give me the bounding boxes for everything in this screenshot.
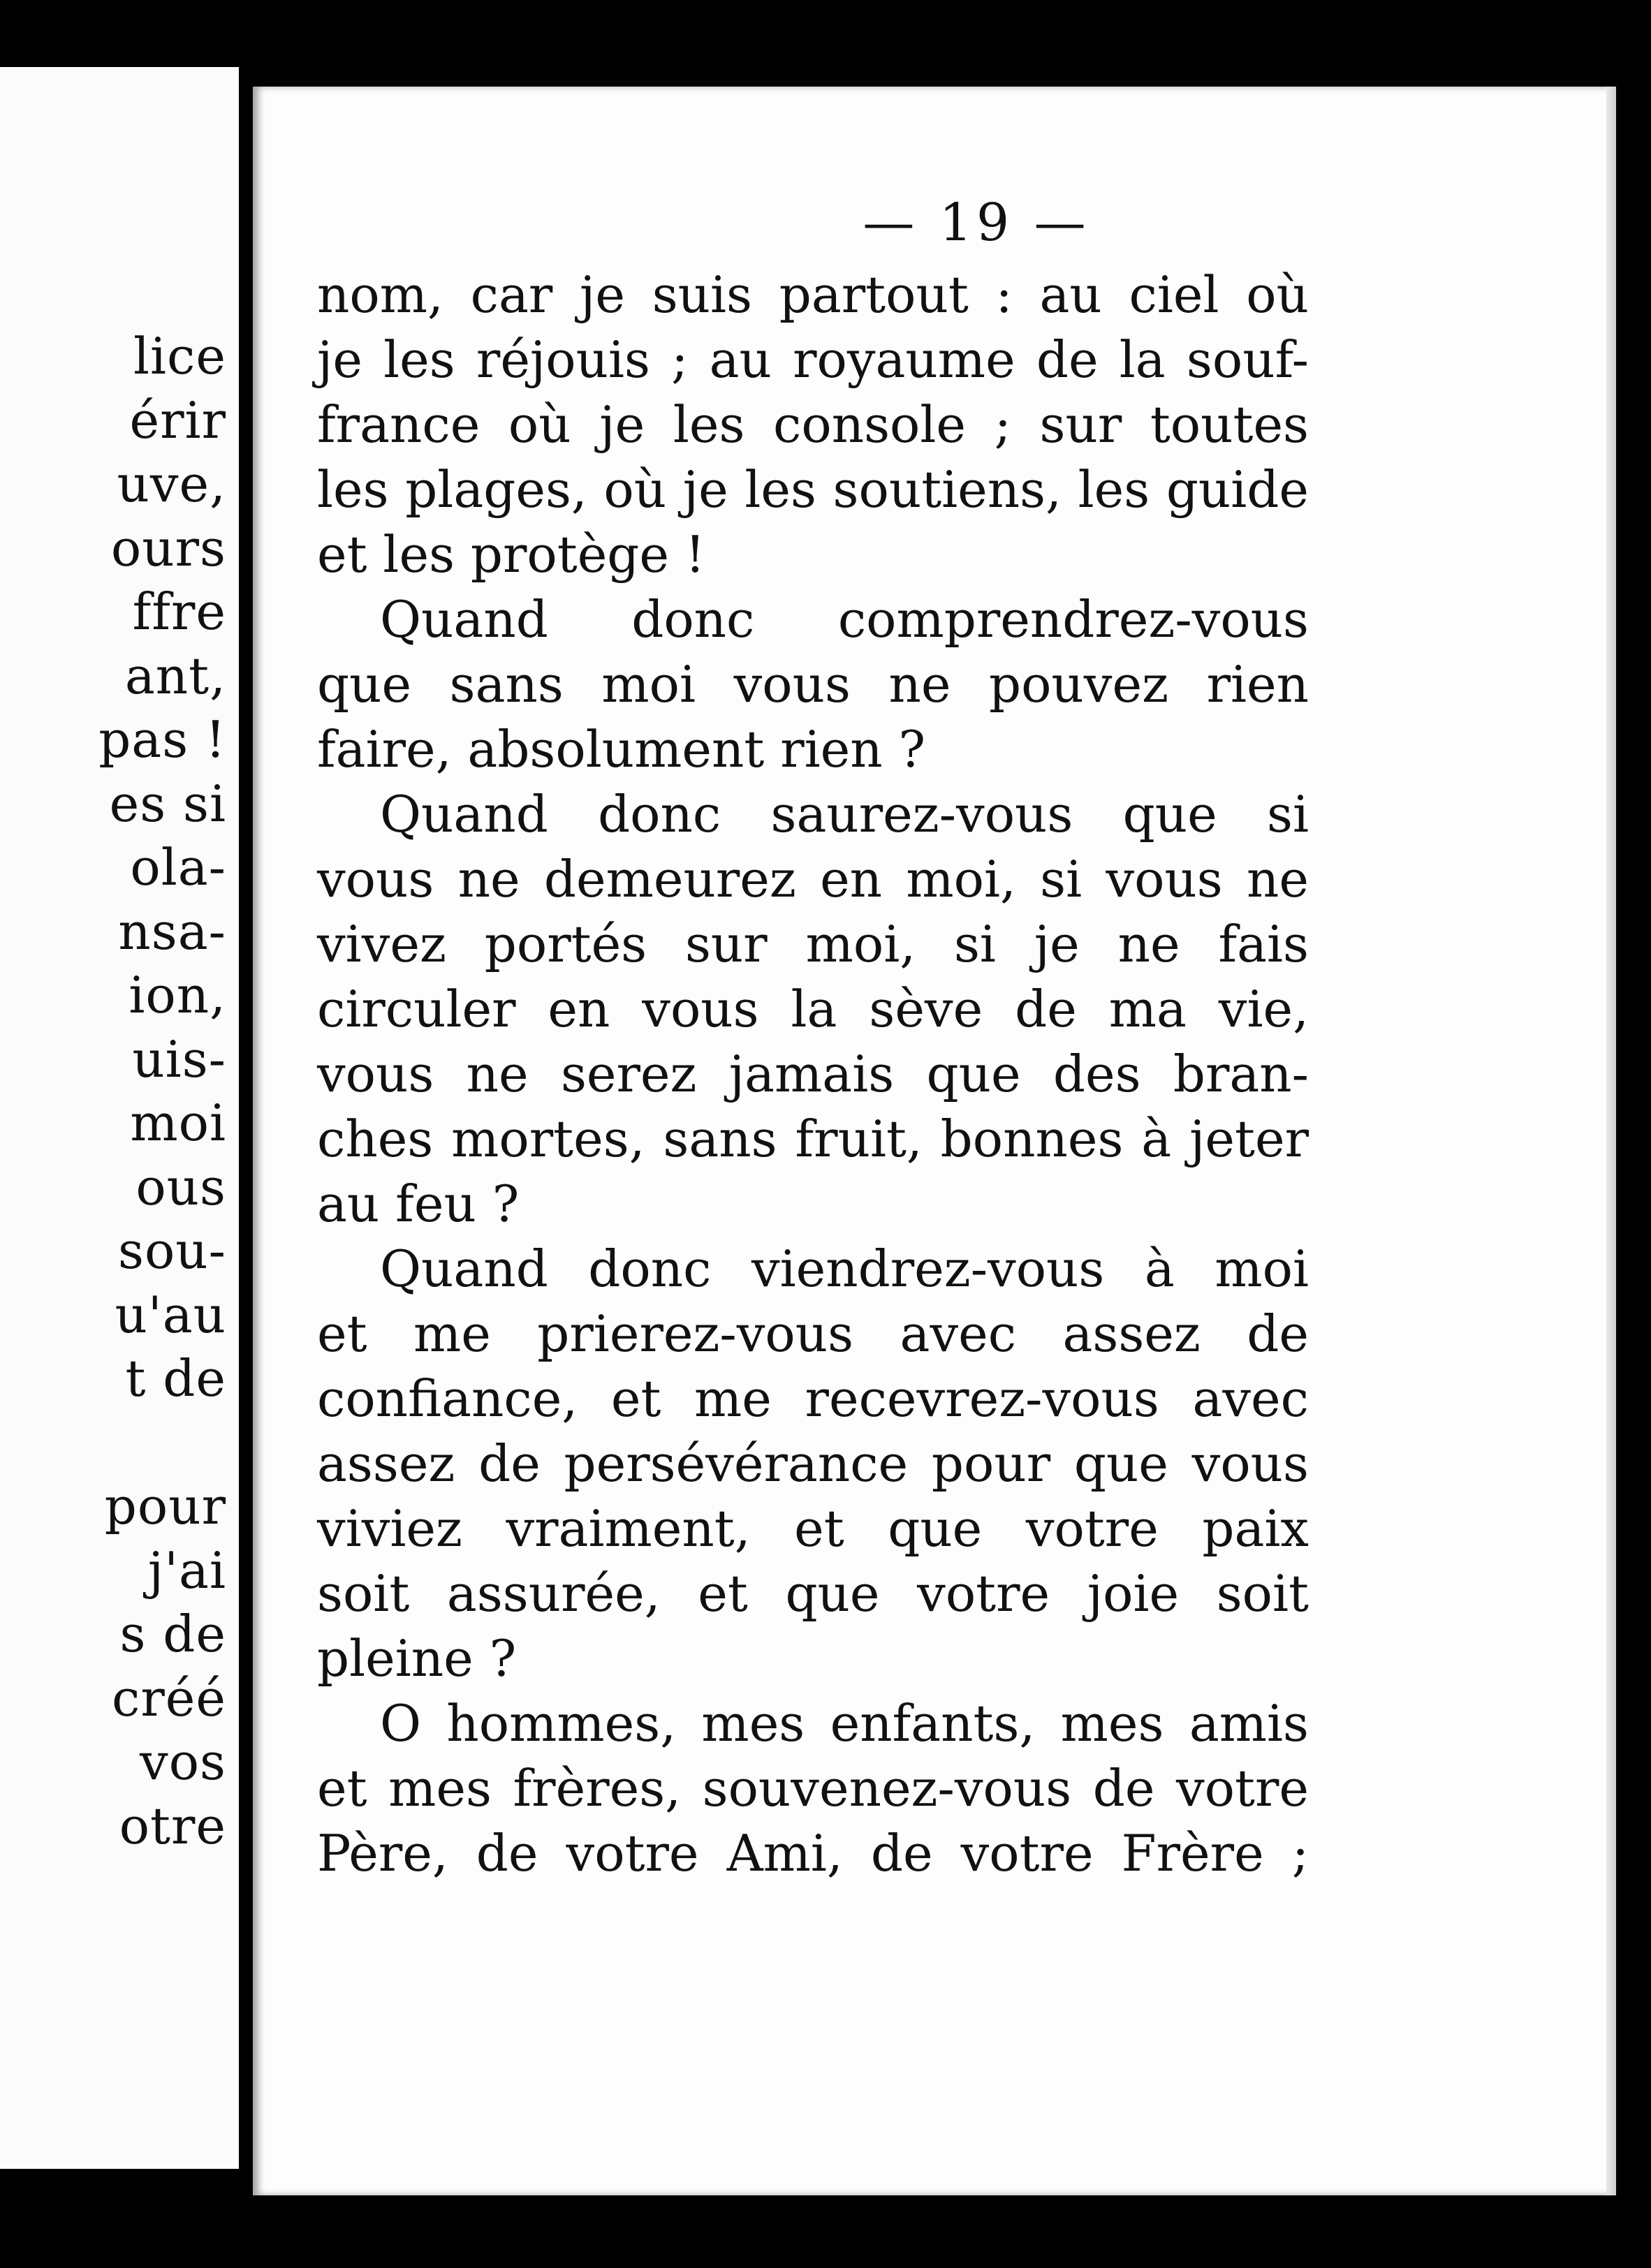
book-gutter xyxy=(239,67,253,2169)
left-page-text-fragment: s de xyxy=(119,1605,226,1663)
text-line: circuler en vous la sève de ma vie, xyxy=(317,980,1309,1038)
left-page-text-fragment: pour xyxy=(104,1477,226,1536)
left-page-text-fragment: pas ! xyxy=(98,710,226,769)
text-line: que sans moi vous ne pouvez rien xyxy=(317,655,1309,714)
page-body-text xyxy=(317,263,1309,1886)
left-page-text-fragment: ours xyxy=(110,518,226,577)
left-page-text-fragment: ffre xyxy=(132,582,226,641)
text-line: Quand donc comprendrez-vous xyxy=(380,590,1309,649)
right-page xyxy=(253,87,1616,2195)
text-line: soit assurée, et que votre joie soit xyxy=(317,1564,1309,1623)
text-line: france où je les console ; sur toutes xyxy=(317,395,1309,454)
text-line: O hommes, mes enfants, mes amis xyxy=(380,1694,1309,1753)
page-number: — 19 — xyxy=(863,193,1090,253)
text-line: faire, absolument rien ? xyxy=(317,720,926,779)
left-page-edge xyxy=(0,67,239,2169)
left-page-text-fragment: ous xyxy=(135,1157,226,1216)
left-page-text-fragment: otre xyxy=(119,1796,226,1855)
left-page-text-fragment: ola- xyxy=(130,838,226,897)
left-page-text-fragment: érir xyxy=(129,390,226,450)
left-page-text-fragment: uve, xyxy=(117,455,226,513)
left-page-text-fragment: ion, xyxy=(129,966,226,1024)
left-page-text-fragment: moi xyxy=(130,1094,226,1152)
text-line: viviez vraiment, et que votre paix xyxy=(317,1499,1309,1558)
left-page-text-fragment: lice xyxy=(133,327,226,385)
text-line: Quand donc saurez-vous que si xyxy=(380,785,1309,844)
text-line: assez de persévérance pour que vous xyxy=(317,1434,1309,1493)
text-line: les plages, où je les soutiens, les guide xyxy=(317,460,1309,519)
text-line: vous ne demeurez en moi, si vous ne xyxy=(317,850,1309,908)
text-line: Quand donc viendrez-vous à moi xyxy=(380,1239,1309,1298)
text-line: et me prierez-vous avec assez de xyxy=(317,1304,1309,1363)
left-page-text-fragment: vos xyxy=(140,1732,226,1791)
text-line: au feu ? xyxy=(317,1174,520,1233)
left-page-text-fragment: nsa- xyxy=(118,901,226,961)
left-page-text-fragment: créé xyxy=(112,1668,226,1728)
left-page-text-fragment: sou- xyxy=(118,1221,226,1280)
text-line: ches mortes, sans fruit, bonnes à jeter xyxy=(317,1110,1309,1168)
text-line: confiance, et me recevrez-vous avec xyxy=(317,1369,1309,1428)
text-line: et les protège ! xyxy=(317,525,705,584)
left-page-text-fragment: t de xyxy=(125,1349,226,1408)
text-line: et mes frères, souvenez-vous de votre xyxy=(317,1759,1309,1818)
left-page-text-fragment: u'au xyxy=(115,1285,226,1344)
left-page-text-fragment: uis- xyxy=(132,1029,226,1089)
text-line: vous ne serez jamais que des bran- xyxy=(317,1045,1309,1103)
left-page-text-fragment: ant, xyxy=(124,646,226,705)
left-page-text-fragment: es si xyxy=(109,774,226,833)
left-page-text-fragment: j'ai xyxy=(147,1540,226,1600)
text-line: Père, de votre Ami, de votre Frère ; xyxy=(317,1824,1309,1883)
text-line: pleine ? xyxy=(317,1629,517,1688)
text-line: je les réjouis ; au royaume de la souf- xyxy=(317,330,1309,389)
text-line: vivez portés sur moi, si je ne fais xyxy=(317,915,1309,973)
text-line: nom, car je suis partout : au ciel où xyxy=(317,265,1309,324)
